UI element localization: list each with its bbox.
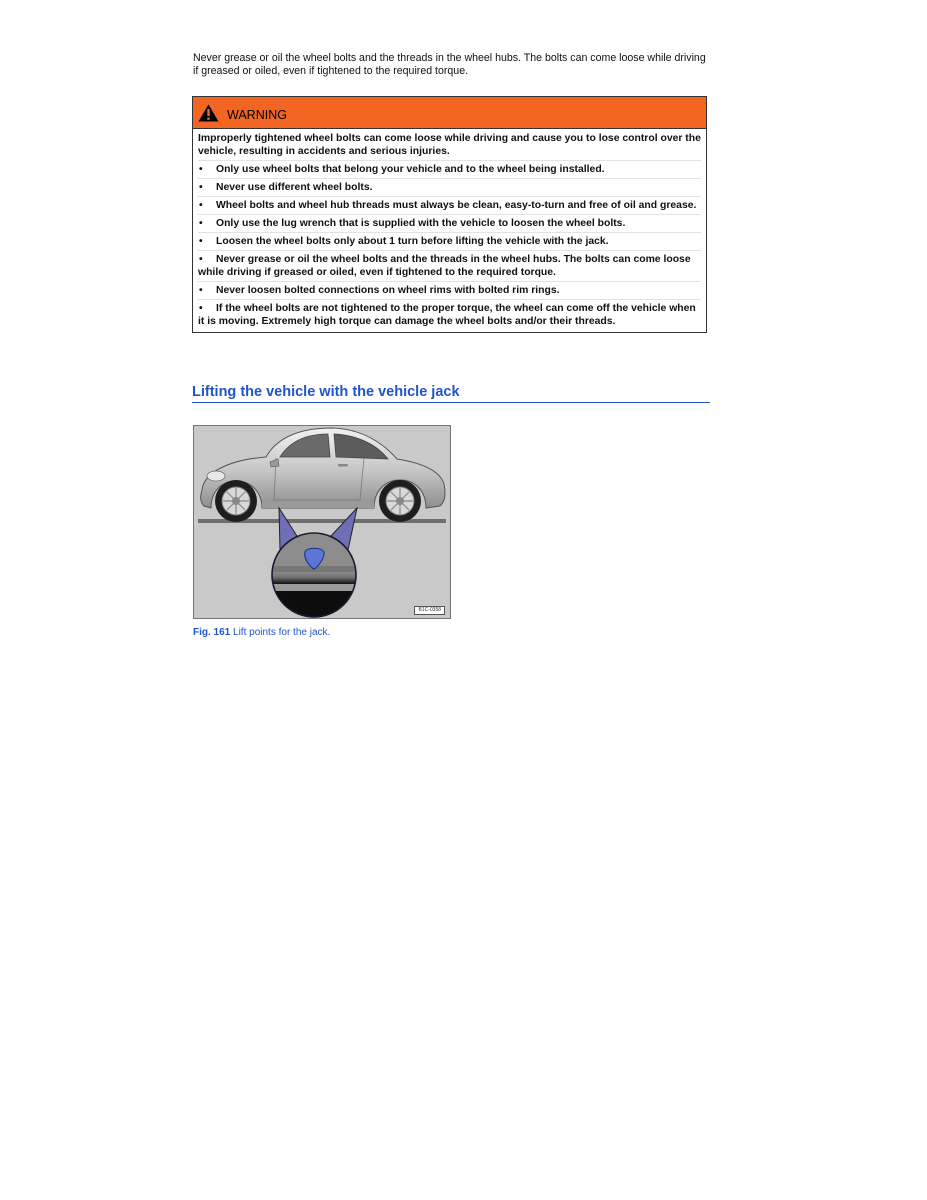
warning-item-text: Never grease or oil the wheel bolts and the threads in the wheel hubs. The bolts can come loose while driving if greased or oiled, even if tightened to the required torque.	[198, 254, 691, 278]
warning-item	[198, 251, 701, 282]
warning-box	[192, 96, 707, 333]
warning-item	[198, 161, 701, 179]
warning-item	[198, 197, 701, 215]
warning-item-text: Never use different wheel bolts.	[216, 182, 373, 193]
front-wheel	[215, 480, 257, 522]
warning-item	[198, 179, 701, 197]
bullet-icon: •	[199, 236, 203, 247]
rear-wheel	[379, 480, 421, 522]
warning-body	[193, 129, 706, 332]
warning-header	[193, 97, 706, 129]
figure-caption-label: Fig. 161	[193, 627, 231, 638]
warning-item-text: Wheel bolts and wheel hub threads must always be clean, easy-to-turn and free of oil and grease.	[216, 200, 697, 211]
warning-item-text: Only use wheel bolts that belong your vehicle and to the wheel being installed.	[216, 164, 605, 175]
warning-item-text: Never loosen bolted connections on wheel rims with bolted rim rings.	[216, 285, 560, 296]
warning-item-text: Only use the lug wrench that is supplied with the vehicle to loosen the wheel bolts.	[216, 218, 626, 229]
bullet-icon: •	[199, 218, 203, 229]
bullet-icon: •	[199, 285, 203, 296]
figure-caption-text: Lift points for the jack.	[230, 627, 331, 638]
bullet-icon: •	[199, 182, 203, 193]
bullet-icon: •	[199, 303, 203, 314]
car-jack-illustration	[194, 426, 450, 618]
warning-lead: Improperly tightened wheel bolts can come loose while driving and cause you to lose control over the vehicle, resulting in accidents and serious injuries.	[198, 130, 701, 161]
warning-item	[198, 300, 701, 330]
bullet-icon: •	[199, 200, 203, 211]
bullet-icon: •	[199, 254, 203, 265]
warning-item	[198, 215, 701, 233]
figure-lift-points	[193, 425, 451, 619]
warning-item	[198, 282, 701, 300]
section-heading: Lifting the vehicle with the vehicle jack	[192, 384, 710, 403]
figure-code: B1C-0358	[414, 606, 445, 615]
warning-item	[198, 233, 701, 251]
warning-title: WARNING	[227, 107, 287, 122]
warning-item-text: Loosen the wheel bolts only about 1 turn before lifting the vehicle with the jack.	[216, 236, 609, 247]
warning-item-text: If the wheel bolts are not tightened to the proper torque, the wheel can come off the vehicle when it is moving. Extremely high torque can damage the wheel bolts and/or their threads.	[198, 303, 696, 327]
intro-paragraph: Never grease or oil the wheel bolts and the threads in the wheel hubs. The bolts can come loose while driving if greased or oiled, even if tightened to the required torque.	[193, 52, 706, 77]
figure-caption	[193, 627, 330, 638]
bullet-icon: •	[199, 164, 203, 175]
warning-triangle-icon	[198, 104, 219, 122]
